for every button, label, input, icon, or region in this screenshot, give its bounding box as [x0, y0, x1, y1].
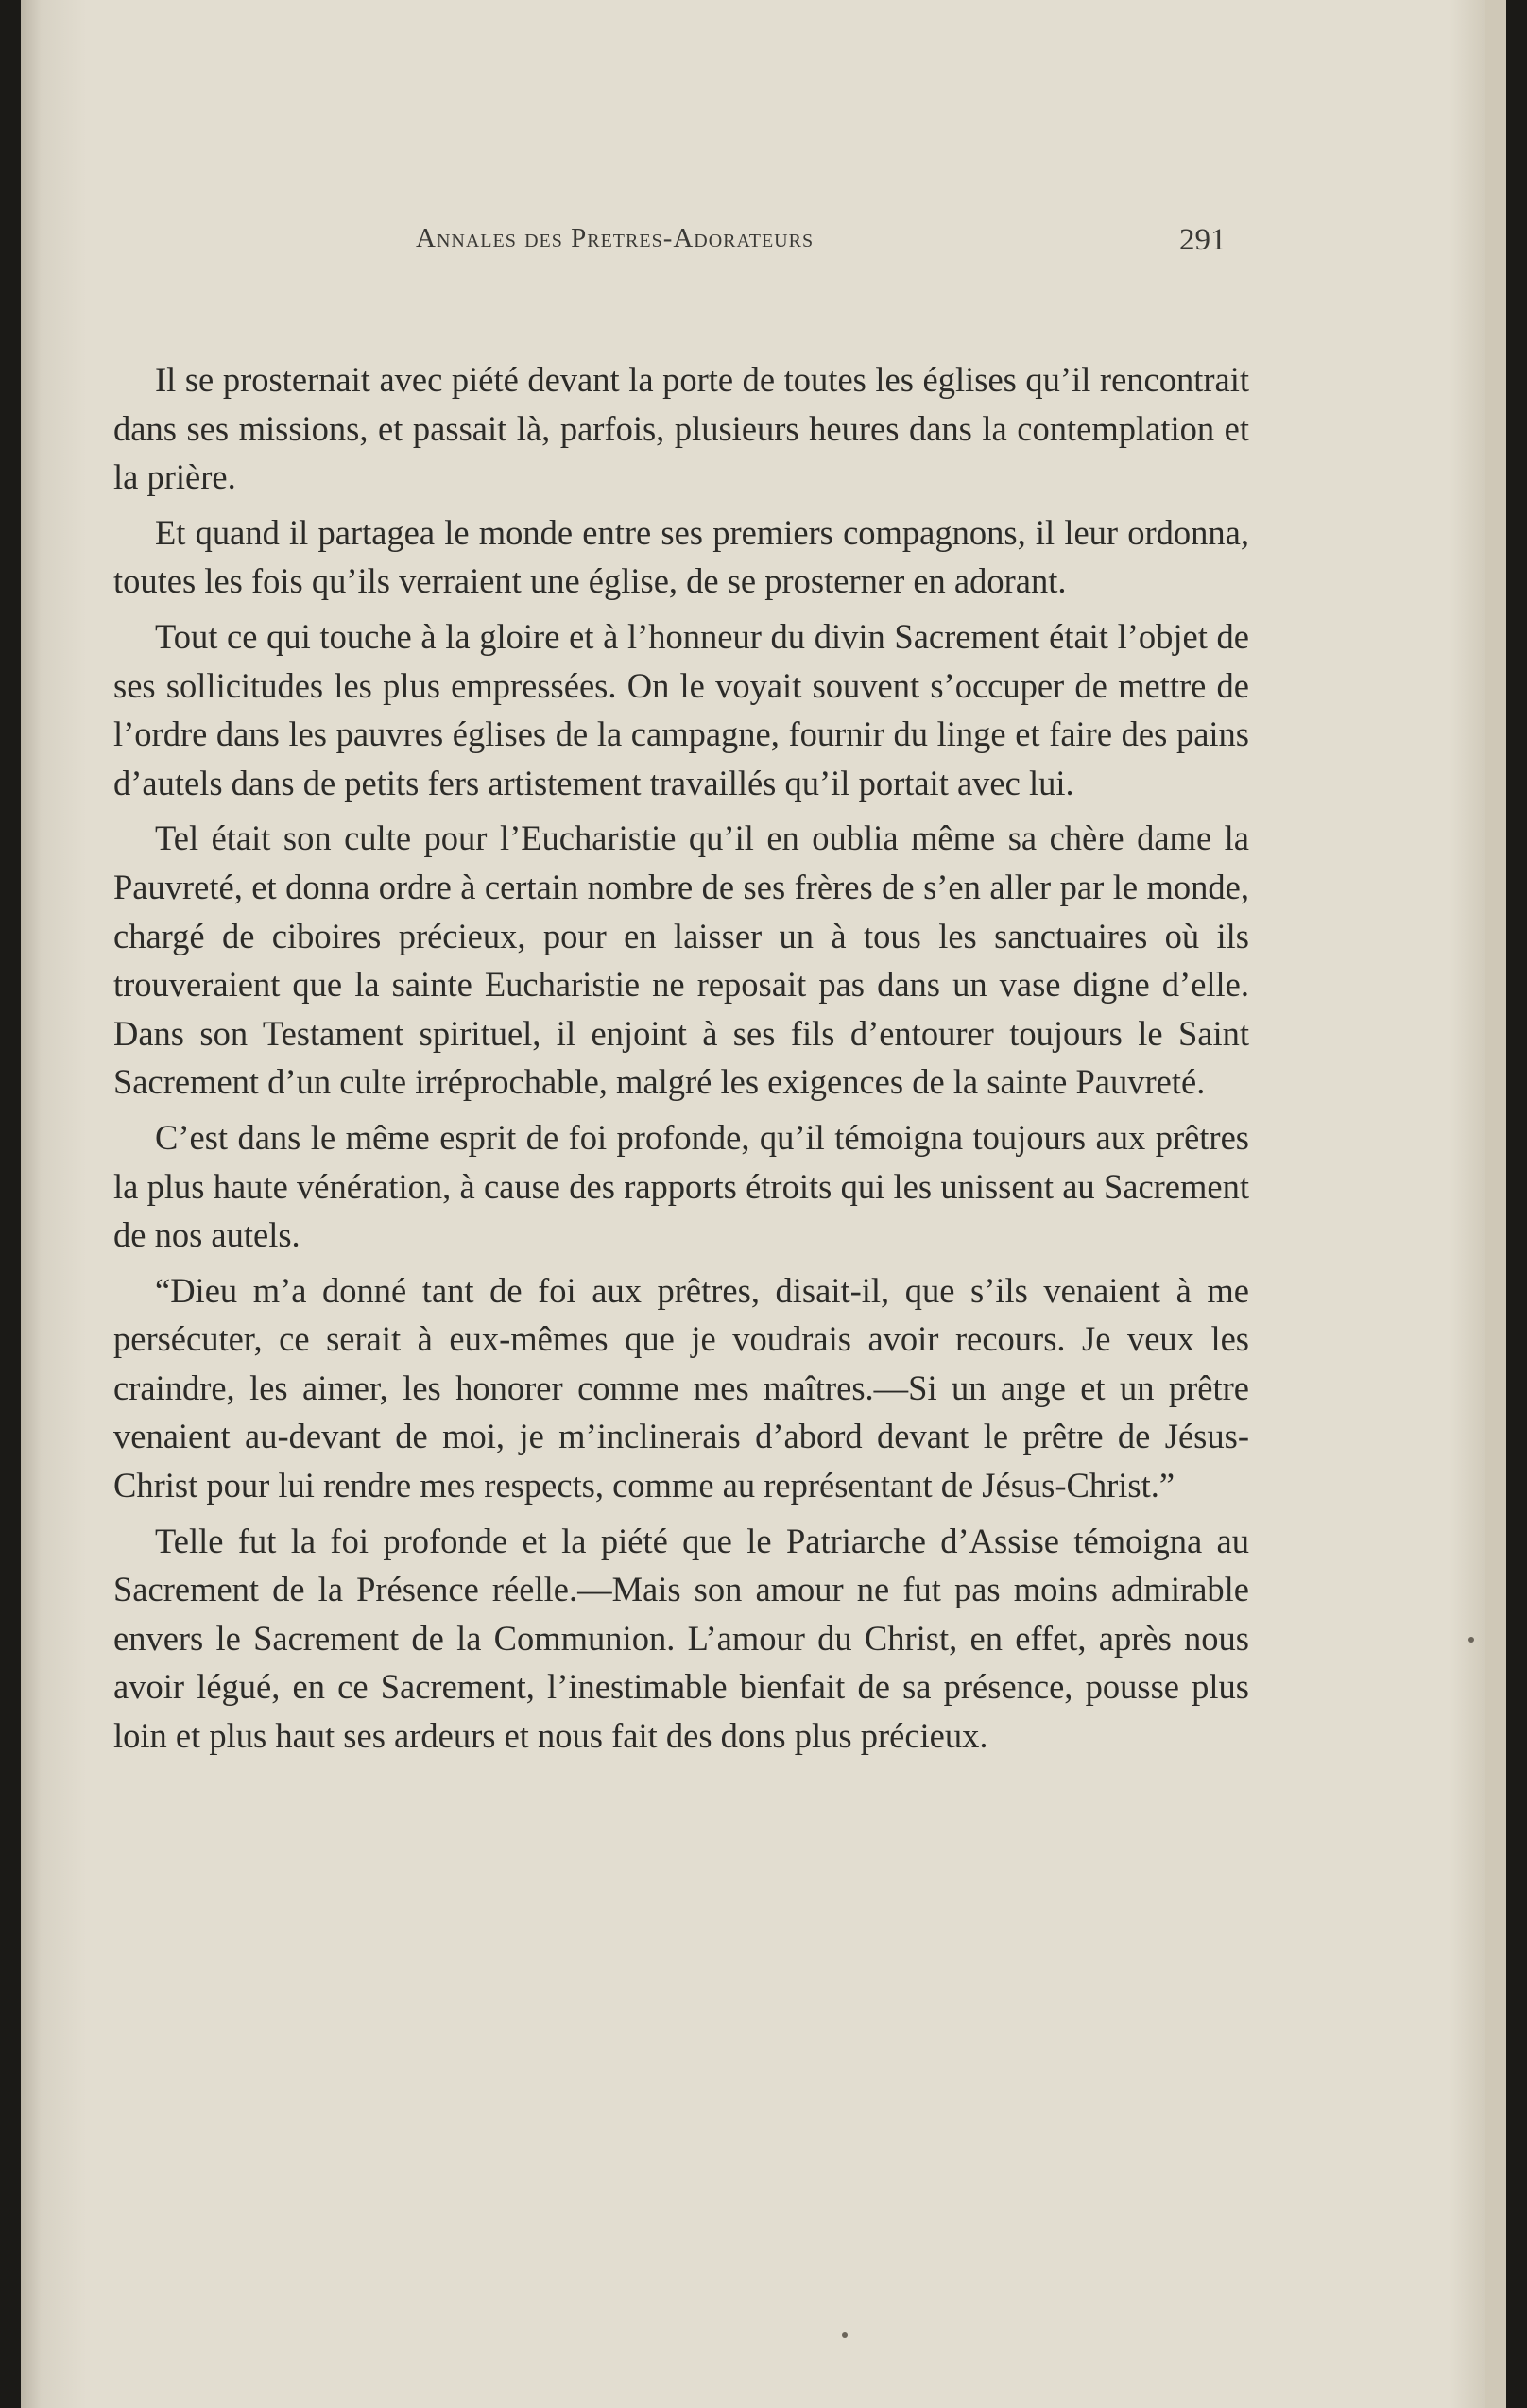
page-number: 291: [1179, 223, 1227, 257]
page-edge: [1485, 0, 1506, 2408]
paragraph: Tel était son culte pour l’Eucharistie qu’il en oublia même sa chère dame la Pauvreté, et donna ordre à certain nombre de ses frères de s’en aller par le monde, chargé de ciboires précieux, pour en laisser un à tous les sanctuaires où ils trouveraient que la sainte Eucharistie ne reposait pas dans un vase digne d’elle. Dans son Testament spirituel, il enjoint à ses fils d’entourer toujours le Saint Sacrement d’un culte irréprochable, malgré les exigences de la sainte Pauvreté.: [113, 818, 1249, 1102]
paragraph: Il se prosternait avec piété devant la porte de toutes les églises qu’il rencontrait dans ses missions, et passait là, parfois, plusieurs heures dans la contemplation et la prière.: [113, 360, 1249, 497]
paragraph: Et quand il partagea le monde entre ses premiers compagnons, il leur ordonna, toutes les fois qu’ils verraient une église, de se prosterner en adorant.: [113, 512, 1249, 601]
paragraph: Tout ce qui touche à la gloire et à l’honneur du divin Sacrement était l’objet de ses sollicitudes les plus empressées. On le voyait souvent s’occuper de mettre de l’ordre dans les pauvres églises de la campagne, fournir du linge et faire des pains d’autels dans de petits fers artistement travaillés qu’il portait avec lui.: [113, 616, 1249, 802]
running-head: Annales des Pretres-Adorateurs: [416, 223, 815, 253]
paper-speck: [842, 2332, 848, 2338]
paragraph: C’est dans le même esprit de foi profonde, qu’il témoigna toujours aux prêtres la plus haute vénération, à cause des rapports étroits qui les unissent au Sacrement de nos autels.: [113, 1117, 1249, 1255]
paragraph: “Dieu m’a donné tant de foi aux prêtres, disait-il, que s’ils venaient à me persécuter, ce serait à eux-mêmes que je voudrais avoir recours. Je veux les craindre, les aimer, les honorer comme mes maîtres.—Si un ange et un prêtre venaient au-devant de moi, je m’inclinerais d’abord devant le prêtre de Jésus-Christ pour lui rendre mes respects, comme au représentant de Jésus-Christ.”: [113, 1270, 1249, 1505]
paragraph: Telle fut la foi profonde et la piété que le Patriarche d’Assise témoigna au Sacrement de la Présence réelle.—Mais son amour ne fut pas moins admirable envers le Sacrement de la Communion. L’amour du Christ, en effet, après nous avoir légué, en ce Sacrement, l’inestimable bienfait de sa présence, pousse plus loin et plus haut ses ardeurs et nous fait des dons plus précieux.: [113, 1521, 1249, 1756]
paper-speck: [1468, 1637, 1474, 1643]
book-page: [21, 0, 1506, 2408]
body-text: [113, 355, 1249, 1767]
